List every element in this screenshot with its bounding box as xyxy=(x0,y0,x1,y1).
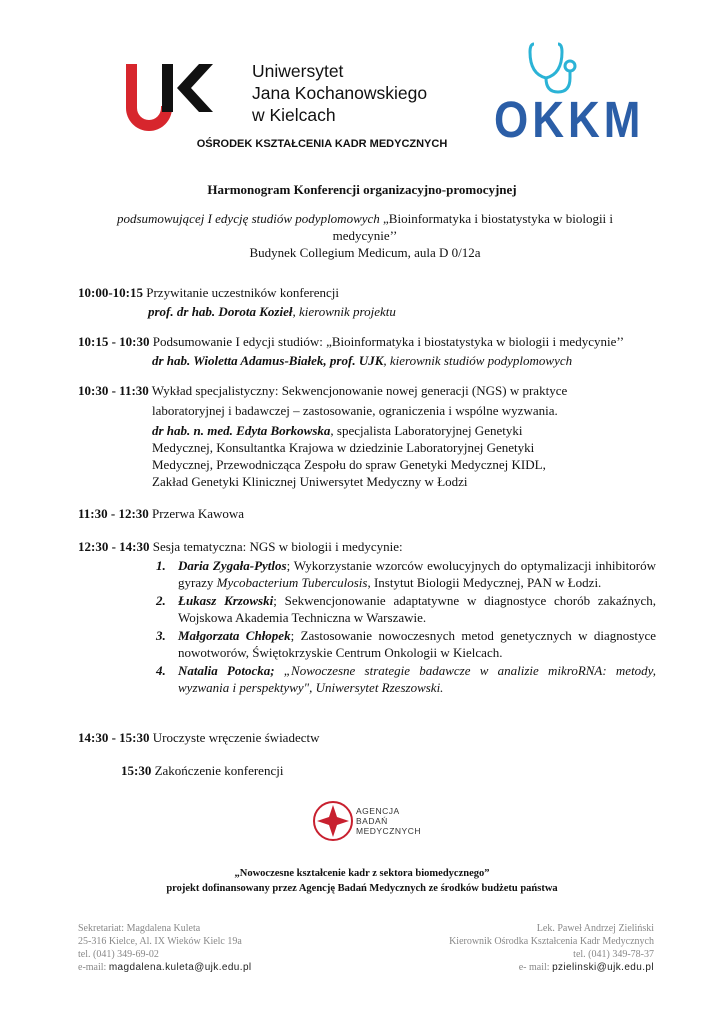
item-text: Uroczyste wręczenie świadectw xyxy=(149,730,320,745)
venue: Budynek Collegium Medicum, aula D 0/12a xyxy=(249,245,481,260)
time: 11:30 - 12:30 xyxy=(78,506,149,521)
talk-text: ; Zastosowanie nowoczesnych metod genetycznych w diagnostyce nowotworów, Świętokrzyskie Centrum Onkologii w Kielcach. xyxy=(178,628,656,660)
list-number: 1. xyxy=(156,558,166,573)
secretariat-address: 25-316 Kielce, Al. IX Wieków Kielc 19a xyxy=(78,936,242,947)
schedule-item-3 xyxy=(78,382,658,490)
list-item xyxy=(156,557,656,591)
time: 10:00-10:15 xyxy=(78,285,143,300)
time: 10:15 - 10:30 xyxy=(78,334,150,349)
abm-cross-icon xyxy=(312,800,354,842)
talks-list xyxy=(156,557,656,697)
list-number: 2. xyxy=(156,593,166,608)
item-text: Zakończenie konferencji xyxy=(151,763,284,778)
item-text-continued: laboratoryjnej i badawczej – zastosowanie, ograniczenia i wspólne wyzwania. xyxy=(152,403,558,418)
talk-text: ; Wykorzystanie wzorców ewolucyjnych do optymalizacji inhibitorów gyrazy xyxy=(178,558,656,590)
intro-italic: podsumowującej I edycję studiów podyplomowych xyxy=(116,211,380,226)
university-line-1: Uniwersytet xyxy=(252,61,344,81)
email-label: e- mail: xyxy=(518,962,553,973)
talk-text: ; Sekwencjonowanie adaptatywne w diagnostyce chorób zakaźnych, Wojskowa Akademia Techniczna w Warszawie. xyxy=(178,593,656,625)
role: , kierownik projektu xyxy=(292,304,396,319)
talk-italic: Mycobacterium Tuberculosis xyxy=(216,575,368,590)
intro-rest: „Bioinformatyka i biostatystyka w biologii i medycynie’’ xyxy=(332,211,614,243)
talk-text-end: , Instytut Biologii Medycznej, PAN w Łodzi. xyxy=(367,575,602,590)
abm-line-3: MEDYCZNYCH xyxy=(356,826,421,836)
time: 12:30 - 14:30 xyxy=(78,539,150,554)
university-line-2: Jana Kochanowskiego xyxy=(252,83,428,103)
list-item xyxy=(156,592,656,626)
university-name xyxy=(252,60,427,126)
speaker: Małgorzata Chłopek xyxy=(178,628,291,643)
secretariat-phone: tel. (041) 349-69-02 xyxy=(78,949,159,960)
head-position: Kierownik Ośrodka Kształcenia Kadr Medycznych xyxy=(449,936,654,947)
item-text: Przywitanie uczestników konferencji xyxy=(143,285,340,300)
list-item xyxy=(156,627,656,661)
list-item xyxy=(156,662,656,696)
project-funding: projekt dofinansowany przez Agencję Badań Medycznych ze środków budżetu państwa xyxy=(166,883,558,894)
schedule-item-4 xyxy=(78,505,658,522)
item-text: Przerwa Kawowa xyxy=(148,506,245,521)
speaker: Daria Zygała-Pytlos xyxy=(178,558,287,573)
speaker: Łukasz Krzowski xyxy=(178,593,274,608)
schedule-item-5 xyxy=(78,538,658,555)
speaker: Natalia Potocka; xyxy=(178,663,275,678)
email-label: e-mail: xyxy=(78,962,109,973)
secretariat-email-link[interactable]: magdalena.kuleta@ujk.edu.pl xyxy=(108,962,252,973)
schedule-item-7 xyxy=(121,762,701,779)
footer-head xyxy=(449,922,654,974)
okkm-logo xyxy=(494,40,645,150)
intro xyxy=(100,210,630,261)
schedule-item-2 xyxy=(78,333,678,369)
head-phone: tel. (041) 349-78-37 xyxy=(573,949,654,960)
centre-name xyxy=(0,138,724,150)
centre-name-text: OŚRODEK KSZTAŁCENIA KADR MEDYCZNYCH xyxy=(196,138,448,150)
role: , specjalista Laboratoryjnej Genetyki Medycznej, Konsultantka Krajowa w dziedzinie Laboratoryjnej Genetyki Medycznej, Przewodnicząca Zespołu do spraw Genetyki Medycznej KIDL, Zakład Genetyki Klinicznej Uniwersytet Medyczny w Łodzi xyxy=(152,423,546,489)
time: 14:30 - 15:30 xyxy=(78,730,150,745)
item-text: Sesja tematyczna: NGS w biologii i medycynie: xyxy=(149,539,403,554)
head-name: Lek. Paweł Andrzej Zieliński xyxy=(536,923,654,934)
schedule-item-6 xyxy=(78,729,658,746)
project-title: „Nowoczesne kształcenie kadr z sektora biomedycznego” xyxy=(234,868,490,879)
project-info xyxy=(0,866,724,896)
secretariat-name: Sekretariat: Magdalena Kuleta xyxy=(78,923,201,934)
talk-text: „Nowoczesne strategie badawcze w analizie mikroRNA: metody, wyzwania i perspektywy", Uniwersytet Rzeszowski. xyxy=(178,663,656,695)
speaker: dr hab. n. med. Edyta Borkowska xyxy=(152,423,331,438)
abm-line-2: BADAŃ xyxy=(356,816,388,826)
time: 15:30 xyxy=(121,763,152,778)
abm-logo xyxy=(312,798,432,846)
abm-line-1: AGENCJA xyxy=(356,806,400,816)
list-number: 4. xyxy=(156,663,166,678)
list-number: 3. xyxy=(156,628,166,643)
ujk-logo xyxy=(122,58,242,138)
schedule-item-1 xyxy=(78,284,658,320)
time: 10:30 - 11:30 xyxy=(78,383,149,398)
item-text: Podsumowanie I edycji studiów: „Bioinformatyka i biostatystyka w biologii i medycynie’’ xyxy=(149,334,625,349)
document-title: Harmonogram Konferencji organizacyjno-promocyjnej xyxy=(207,182,517,197)
speaker: prof. dr hab. Dorota Kozieł xyxy=(148,304,293,319)
speaker: dr hab. Wioletta Adamus-Białek, prof. UJK xyxy=(152,353,384,368)
role: , kierownik studiów podyplomowych xyxy=(383,353,573,368)
stethoscope-icon xyxy=(494,40,610,100)
okkm-wordmark: OKKM xyxy=(494,92,645,149)
footer-secretariat xyxy=(78,922,252,974)
item-text: Wykład specjalistyczny: Sekwencjonowanie nowej generacji (NGS) w praktyce xyxy=(148,383,568,398)
head-email-link[interactable]: pzielinski@ujk.edu.pl xyxy=(552,962,654,973)
university-line-3: w Kielcach xyxy=(252,105,336,125)
